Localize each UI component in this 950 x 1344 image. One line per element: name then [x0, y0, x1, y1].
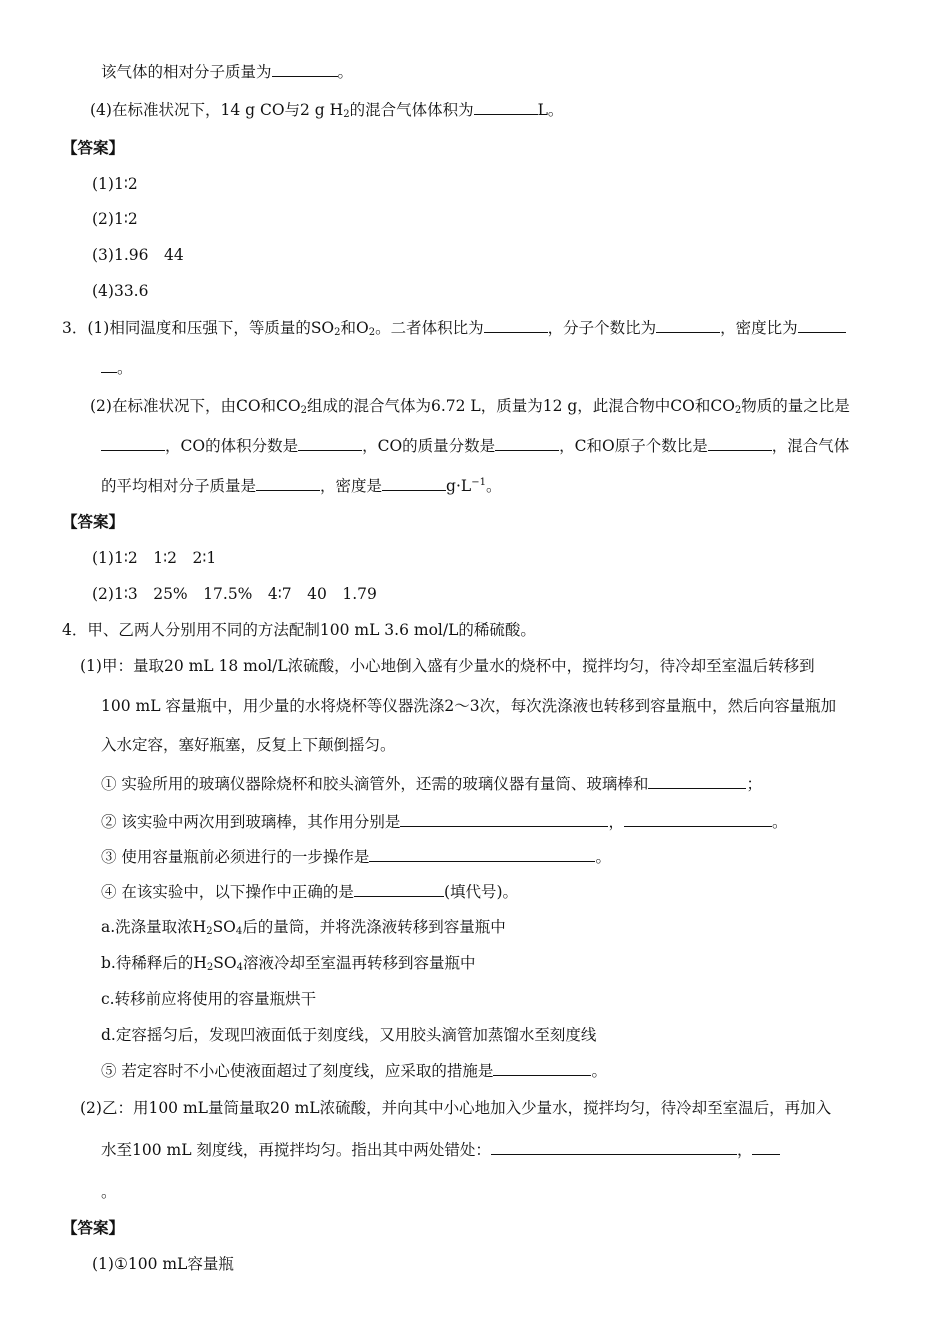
answer-blank	[493, 1061, 591, 1076]
answer-line: (1)1∶2	[92, 175, 138, 193]
answer-blank	[798, 318, 846, 333]
answer-blank	[474, 100, 538, 115]
q4-part2-line: 。	[101, 1183, 117, 1201]
q4-option-c: c.转移前应将使用的容量瓶烘干	[101, 990, 317, 1008]
q3-part2-cont: ，CO的体积分数是 ，CO的质量分数是 ，C和O原子个数比是 ，混合气体	[101, 436, 849, 456]
answer-blank	[752, 1140, 780, 1155]
q4-option-d: d.定容摇匀后，发现凹液面低于刻度线，又用胶头滴管加蒸馏水至刻度线	[101, 1026, 597, 1044]
q2-part4: (4)在标准状况下，14 g CO与2 g $H_2$的混合气体体积为 L。	[90, 101, 564, 120]
q3-part1: 3．(1)相同温度和压强下，等质量的$SO_2$和$O_2$。二者体积比为 ，分子个数比为 ，密度比为	[62, 318, 846, 338]
q4-intro: 4．甲、乙两人分别用不同的方法配制100 mL 3.6 mol/L的稀硫酸。	[62, 621, 536, 639]
q4-option-b: b.待稀释后的$H_2SO_4$溶液冷却至室温再转移到容量瓶中	[101, 954, 476, 973]
q4-sub2: ② 该实验中两次用到玻璃棒，其作用分别是 ， 。	[101, 813, 788, 831]
answer-heading: 【答案】	[62, 139, 125, 157]
q4-part1-line: (1)甲：量取20 mL 18 mol/L浓硫酸，小心地倒入盛有少量水的烧杯中，搅拌均匀，待冷却至室温后转移到	[80, 657, 815, 675]
q3-part1-cont: 。	[101, 358, 133, 378]
answer-blank	[495, 436, 559, 451]
answer-blank	[272, 62, 338, 77]
answer-line: (2)1∶2	[92, 210, 138, 228]
q4-sub5: ⑤ 若定容时不小心使液面超过了刻度线，应采取的措施是 。	[101, 1062, 607, 1080]
answer-heading: 【答案】	[62, 1219, 125, 1237]
answer-blank	[708, 436, 772, 451]
answer-heading: 【答案】	[62, 513, 125, 531]
answer-blank	[369, 847, 595, 862]
answer-line: (1)①100 mL容量瓶	[92, 1255, 234, 1273]
answer-line: (3)1.96 44	[92, 246, 184, 264]
answer-line: (2)1∶3 25% 17.5% 4∶7 40 1.79	[92, 585, 377, 603]
q3-part2: (2)在标准状况下，由CO和$CO_2$组成的混合气体为6.72 L，质量为12 g，此混合物中CO和$CO_2$物质的量之比是	[90, 397, 850, 416]
answer-line: (1)1∶2 1∶2 2∶1	[92, 549, 217, 567]
q4-part1-line: 入水定容，塞好瓶塞，反复上下颠倒摇匀。	[101, 736, 396, 754]
q4-sub4: ④ 在该实验中，以下操作中正确的是 (填代号)。	[101, 883, 519, 901]
q4-option-a: a.洗涤量取浓$H_2SO_4$后的量筒，并将洗涤液转移到容量瓶中	[101, 918, 506, 937]
answer-blank	[101, 436, 165, 451]
q3-part2-cont: 的平均相对分子质量是 ，密度是 $g\cdot L^{-1}$。	[101, 477, 502, 495]
answer-blank	[400, 812, 608, 827]
q4-part1-line: 100 mL 容量瓶中，用少量的水将烧杯等仪器洗涤2～3次，每次洗涤液也转移到容量瓶中，然后向容量瓶加	[101, 697, 837, 715]
q4-sub3: ③ 使用容量瓶前必须进行的一步操作是 。	[101, 848, 611, 866]
q4-part2-line: (2)乙：用100 mL量筒量取20 mL浓硫酸，并向其中小心地加入少量水，搅拌均匀，待冷却至室温后，再加入	[80, 1099, 832, 1117]
q4-sub1: ① 实验所用的玻璃仪器除烧杯和胶头滴管外，还需的玻璃仪器有量筒、玻璃棒和 ；	[101, 775, 762, 793]
answer-blank	[648, 774, 746, 789]
answer-line: (4)33.6	[92, 282, 149, 300]
answer-blank	[624, 812, 772, 827]
answer-blank	[354, 882, 444, 897]
answer-blank	[298, 436, 362, 451]
answer-blank	[382, 476, 446, 491]
answer-blank	[484, 318, 548, 333]
answer-blank	[256, 476, 320, 491]
q4-part2-line: 水至100 mL 刻度线，再搅拌均匀。指出其中两处错处： ，	[101, 1140, 780, 1160]
answer-blank	[656, 318, 720, 333]
answer-blank	[101, 358, 117, 373]
q2-text-line: 该气体的相对分子质量为 。	[101, 63, 354, 81]
answer-blank	[491, 1140, 737, 1155]
